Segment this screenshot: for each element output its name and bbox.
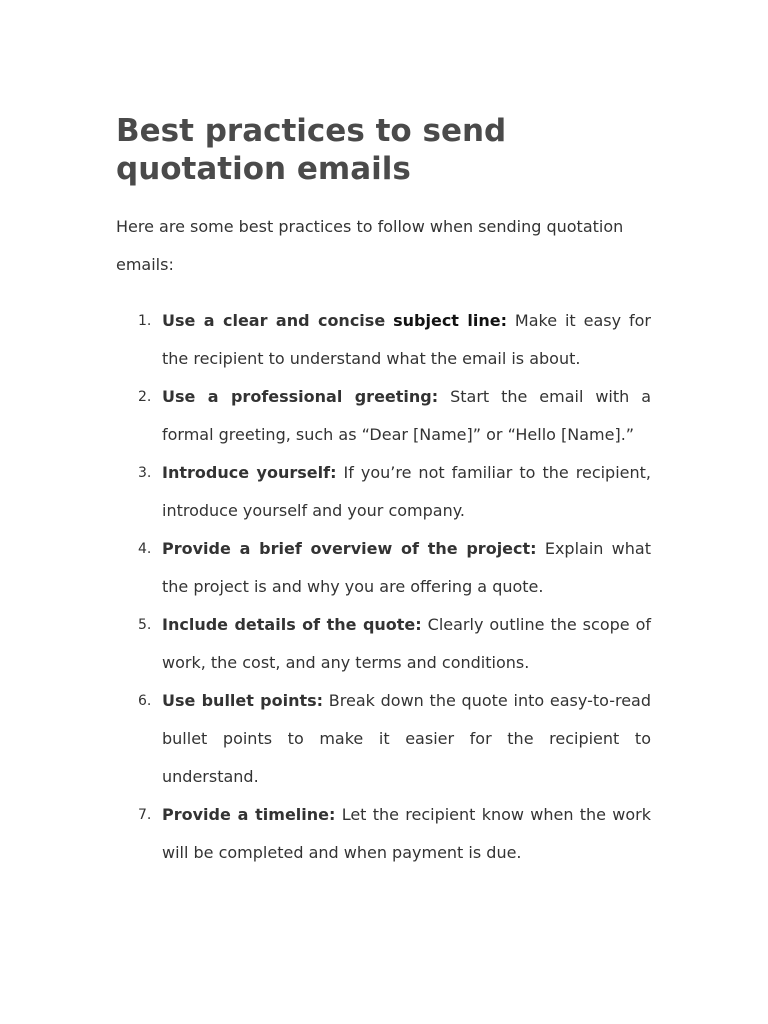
item-lead: subject line: — [393, 311, 507, 330]
list-item — [116, 606, 651, 682]
list-item — [116, 454, 651, 530]
list-item — [116, 682, 651, 796]
list-item — [116, 530, 651, 606]
list-item — [116, 796, 651, 872]
list-number: 2. — [138, 389, 152, 405]
list-item — [116, 302, 651, 378]
item-text: Explain what the project is and why you are offering a quote. — [162, 539, 651, 596]
list-number: 7. — [138, 807, 152, 823]
item-text: Make it easy for the recipient to understand what the email is about. — [162, 311, 652, 368]
item-text: Clearly outline the scope of work, the cost, and any terms and conditions. — [162, 615, 651, 672]
item-lead: Use bullet points: — [162, 691, 324, 710]
page-title: Best practices to send quotation emails — [116, 113, 507, 187]
list-number: 4. — [138, 541, 152, 557]
item-text: Break down the quote into easy-to-read bullet points to make it easier for the recipient to understand. — [162, 691, 651, 786]
item-text: Let the recipient know when the work will be completed and when payment is due. — [162, 805, 652, 862]
item-lead: Provide a timeline: — [162, 805, 336, 824]
list-number: 5. — [138, 617, 152, 633]
list-number: 3. — [138, 465, 152, 481]
item-lead: Introduce yourself: — [162, 463, 337, 482]
list-number: 6. — [138, 693, 152, 709]
item-lead: Use a professional greeting: — [162, 387, 439, 406]
item-text: Start the email with a formal greeting, such as “Dear [Name]” or “Hello [Name].” — [162, 387, 652, 444]
item-text: If you’re not familiar to the recipient, introduce yourself and your company. — [162, 463, 651, 520]
list-item — [116, 378, 651, 454]
item-lead: Provide a brief overview of the project: — [162, 539, 537, 558]
list-number: 1. — [138, 313, 152, 329]
intro-paragraph: Here are some best practices to follow when sending quotation emails: — [116, 217, 624, 274]
document-body — [116, 112, 651, 872]
best-practices-list — [116, 302, 651, 872]
item-lead: Include details of the quote: — [162, 615, 422, 634]
item-lead: Use a clear and concise — [162, 311, 386, 330]
